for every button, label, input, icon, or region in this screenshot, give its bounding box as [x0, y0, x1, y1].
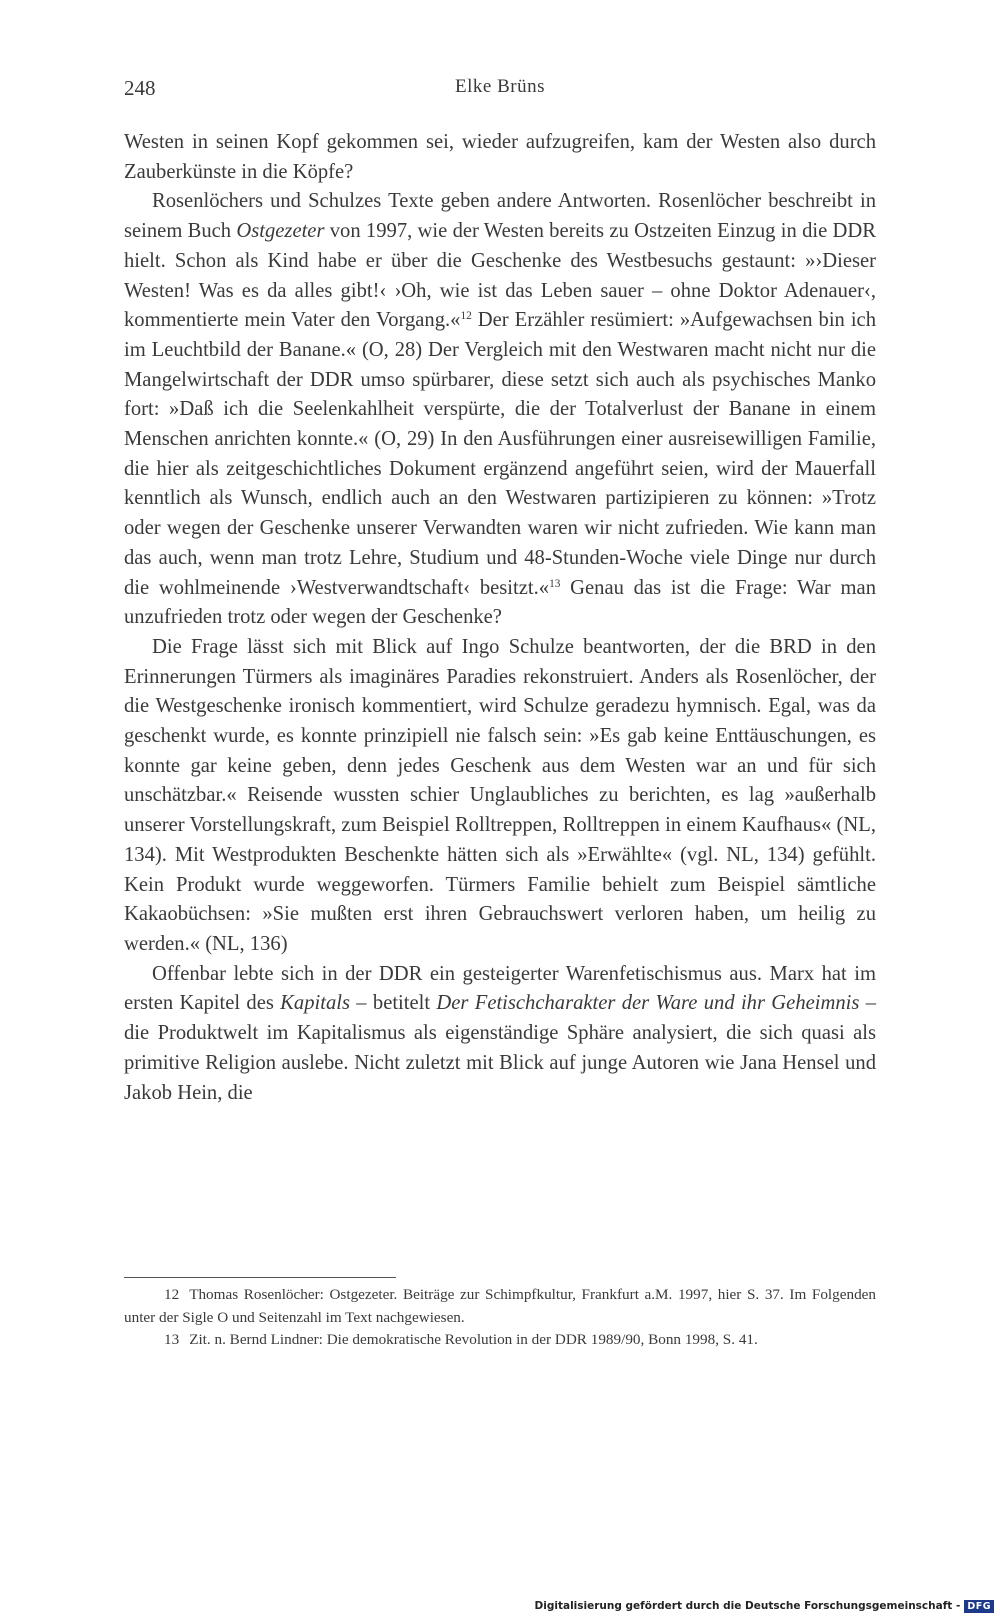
paragraph-4-part-c: – die Produktwelt im Kapitalismus als eigenständige Sphäre analysiert, die sich quasi als primitive Religion auslebe. Nicht zuletzt mit Blick auf junge Autoren wie Jana Hensel und Jakob Hein, die — [124, 992, 876, 1104]
paragraph-2-part-c: Der Erzähler resümiert: »Aufgewachsen bin ich im Leuchtbild der Banane.« (O, 28) Der Vergleich mit den Westwaren macht nicht nur die Mangelwirtschaft der DDR umso spürbarer, diese setzt sich auch als psychisches Manko fort: »Daß ich die Seelenkahlheit verspürte, die der Totalverlust der Banane in einem Menschen anrichten konnte.« (O, 29) In den Ausführungen einer ausreisewilligen Familie, die hier als zeitgeschichtliches Dokument ergänzend angeführt seien, wird der Mauerfall kenntlich als Wunsch, endlich auch an den Westwaren partizipieren zu können: »Trotz oder wegen der Geschenke unserer Verwandten waren wir nicht zufrieden. Wie kann man das auch, wenn man trotz Lehre, Studium und 48-Stunden-Woche viele Dinge nur durch die wohlmeinende ›Westverwandtschaft‹ besitzt.« — [124, 309, 876, 599]
paragraph-4-part-b: – betitelt — [349, 992, 437, 1015]
paragraph-2-part-d: Genau das ist die Frage: War man unzufrieden trotz oder wegen der Geschenke? — [124, 576, 876, 629]
paragraph-4-part-a: Offenbar lebte sich in der DDR ein gesteigerter Warenfetischismus aus. Marx hat im ersten Kapitel des — [124, 962, 876, 1015]
body-text — [124, 128, 876, 1108]
book-title-kapitals: Kapitals — [280, 992, 350, 1015]
dfg-logo: DFG — [964, 1600, 994, 1613]
footnote-number: 12 — [164, 1286, 180, 1303]
footnote-12 — [124, 1284, 876, 1329]
footnote-divider — [124, 1277, 396, 1278]
digitization-banner — [535, 1598, 994, 1614]
paragraph-3: Die Frage lässt sich mit Blick auf Ingo Schulze beantworten, der die BRD in den Erinnerungen Türmers als imaginäres Paradies rekonstruiert. Anders als Rosenlöcher, der die Westgeschenke ironisch kommentiert, wird Schulze geradezu hymnisch. Egal, was da geschenkt wurde, es konnte prinzipiell nie falsch sein: »Es gab keine Enttäuschungen, es konnte gar keine geben, denn jedes Geschenk aus dem Westen war an und für sich unschätzbar.« Reisende wussten schier Unglaubliches zu berichten, es lag »außerhalb unserer Vorstellungskraft, zum Beispiel Rolltreppen, Rolltreppen in einem Kaufhaus« (NL, 134). Mit Westprodukten Beschenkte hätten sich als »Erwählte« (vgl. NL, 134) gefühlt. Kein Produkt wurde weggeworfen. Türmers Familie behielt zum Beispiel sämtliche Kakaobüchsen: »Sie mußten erst ihren Gebrauchswert verloren haben, um heilig zu werden.« (NL, 136) — [124, 635, 876, 955]
page-header — [124, 76, 876, 106]
chapter-title-fetischcharakter: Der Fetischcharakter der Ware und ihr Geheimnis — [436, 992, 860, 1015]
footnote-number: 13 — [164, 1331, 180, 1348]
footnote-13 — [124, 1329, 876, 1352]
paragraph-2-part-b: von 1997, wie der Westen bereits zu Ostzeiten Einzug in die DDR hielt. Schon als Kind habe er über die Geschenke des Westbesuchs gestaunt: »›Dieser Westen! Was es da alles gibt!‹ ›Oh, wie ist das Leben sauer – ohne Doktor Adenauer‹, kommentierte mein Vater den Vorgang.« — [124, 220, 876, 332]
running-head: Elke Brüns — [455, 76, 545, 97]
paragraph-2-part-a: Rosenlöchers und Schulzes Texte geben andere Antworten. Rosenlöcher beschreibt in seinem Buch — [124, 190, 876, 243]
footnotes — [124, 1284, 876, 1352]
footnote-text: Thomas Rosenlöcher: Ostgezeter. Beiträge zur Schimpfkultur, Frankfurt a.M. 1997, hier S. 37. Im Folgenden unter der Sigle O und Seitenzahl im Text nachgewiesen. — [124, 1286, 876, 1326]
footnote-ref-12[interactable]: 12 — [460, 310, 472, 323]
page-number: 248 — [124, 76, 156, 100]
footnote-text: Zit. n. Bernd Lindner: Die demokratische Revolution in der DDR 1989/90, Bonn 1998, S. 41. — [189, 1331, 758, 1348]
paragraph-4 — [124, 960, 876, 1109]
footnote-ref-13[interactable]: 13 — [549, 577, 561, 590]
paragraph-1: Westen in seinen Kopf gekommen sei, wieder aufzugreifen, kam der Westen also durch Zauberkünste in die Köpfe? — [124, 131, 876, 183]
banner-text: Digitalisierung gefördert durch die Deutsche Forschungsgemeinschaft - — [534, 1600, 961, 1612]
book-title-ostgezeter: Ostgezeter — [236, 220, 325, 243]
paragraph-2 — [124, 187, 876, 633]
